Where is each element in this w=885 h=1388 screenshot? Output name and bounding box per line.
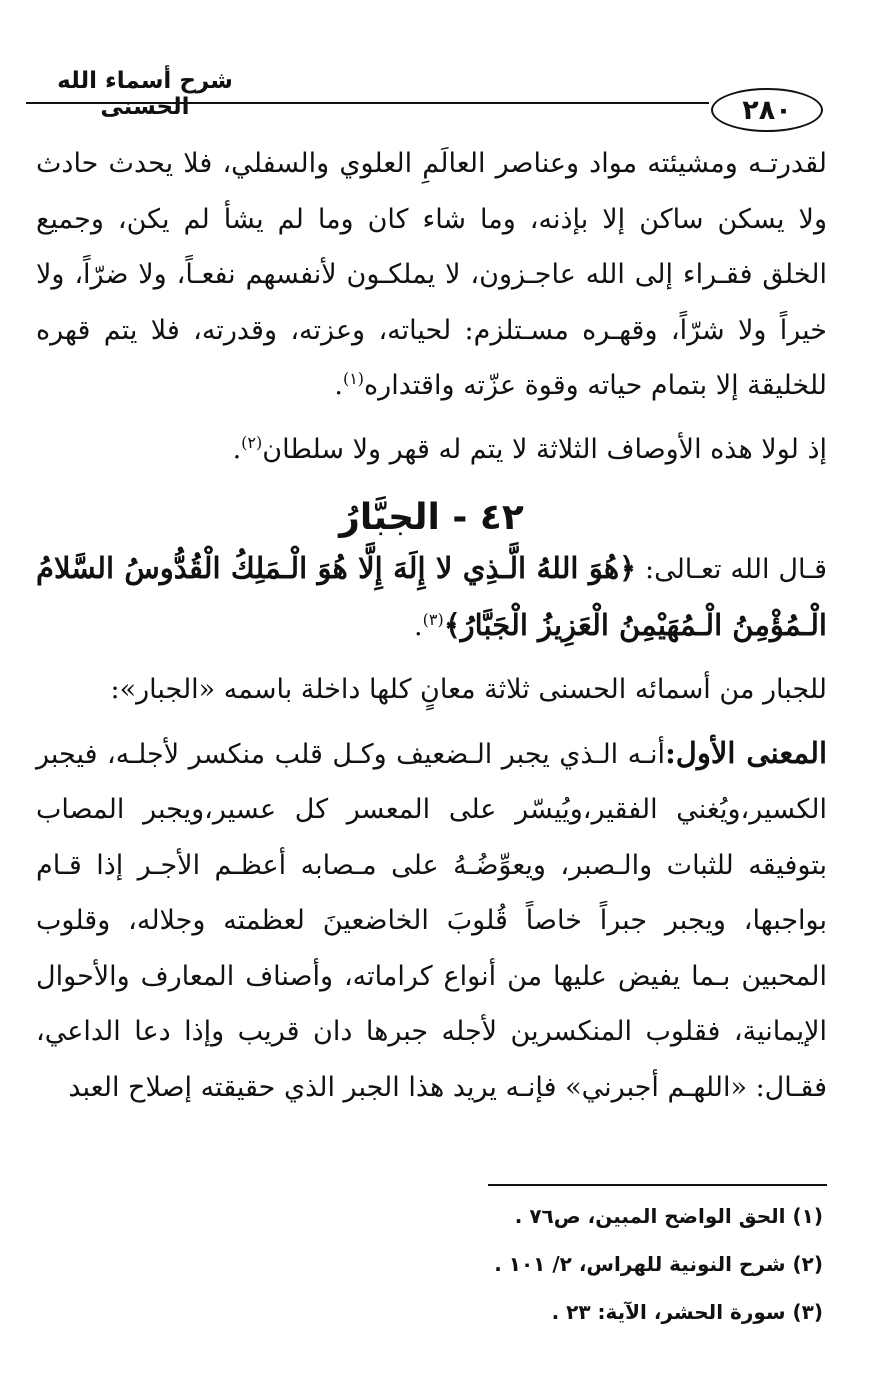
running-header-title: شرح أسماء الله الحسنى	[57, 68, 233, 120]
quran-verse: ﴿هُوَ اللهُ الَّـذِي لا إِلَهَ إِلَّا هُوَ الْـمَلِكُ الْقُدُّوسُ السَّلامُ الْـمُؤْمِنُ الْـمُهَيْمِنُ الْعَزِيزُ الْجَبَّارُ﴾	[36, 551, 827, 642]
footnote-1: (١) الحق الواضح المبين، ص٧٦ .	[514, 1204, 823, 1228]
paragraph-1-end: .	[334, 370, 343, 401]
footnotes	[403, 1192, 823, 1336]
footnote-ref-2[interactable]: (٢)	[241, 432, 263, 452]
footnote-rule	[488, 1184, 827, 1186]
paragraph-2-end: .	[232, 433, 242, 465]
paragraph-2	[36, 422, 827, 478]
paragraph-4-text: أنـه الـذي يجبر الـضعيف وكـل قلب منكسر لأجلـه، فيجبر الكسير،ويُغني الفقير،ويُيسّر على المعسر كل عسير،ويجبر المصاب بتوفيقه للثبات والـصبر، ويعوِّضُـهُ على مـصابه أعظـم الأجـر إذا قـام بواجبها، ويجبر جبراً خاصاً قُلوبَ الخاضعينَ لعظمته وجلاله، وقلوب المحبين بـما يفيض عليها من أنواع كراماته، وأصناف المعارف والأحوال الإيمانية، فقلوب المنكسرين لأجله جبرها دان قريب وإذا دعا الداعي، فقـال: «اللهـم أجبرني» فإنـه يريد هذا الجبر الذي حقيقته إصلاح العبد	[36, 738, 827, 1103]
verse-end: .	[414, 610, 423, 642]
paragraph-2-text: إذ لولا هذه الأوصاف الثلاثة لا يتم له قهر ولا سلطان	[262, 433, 827, 465]
footnote-2: (٢) شرح النونية للهراس، ٢/ ١٠١ .	[494, 1252, 823, 1276]
section-title: ٤٢ - الجبَّارُ	[339, 497, 524, 538]
main-text	[36, 136, 827, 1115]
header-rule	[26, 102, 709, 104]
footnote-3: (٣) سورة الحشر، الآية: ٢٣ .	[551, 1300, 823, 1324]
meaning-1-lead: المعنى الأول:	[665, 735, 827, 770]
footnote-ref-1[interactable]: (١)	[342, 369, 365, 388]
paragraph-3: للجبار من أسمائه الحسنى ثلاثة معانٍ كلها داخلة باسمه «الجبار»:	[110, 674, 827, 705]
footnote-ref-3[interactable]: (٣)	[422, 609, 444, 629]
paragraph-4	[36, 726, 827, 1116]
paragraph-1	[36, 136, 827, 414]
paragraph-1-text: لقدرتـه ومشيئته مواد وعناصر العالَمِ العلوي والسفلي، فلا يحدث حادث ولا يسكن ساكن إلا بإذنه، وما شاء كان وما لم يشأ لم يكن، وجميع الخلق فقـراء إلى الله عاجـزون، لا يملكـون لأنفسهم نفعـاً، ولا ضرّاً، ولا خيراً ولا شرّاً، وقهـره مسـتلزم: لحياته، وعزته، وقدرته، فلا يتم قهره للخليقة إلا بتمام حياته وقوة عزّته واقتداره	[36, 148, 827, 401]
page-number: ٢٨٠	[711, 88, 823, 132]
verse-paragraph	[36, 541, 827, 654]
verse-intro: قـال الله تعـالى:	[644, 554, 827, 585]
